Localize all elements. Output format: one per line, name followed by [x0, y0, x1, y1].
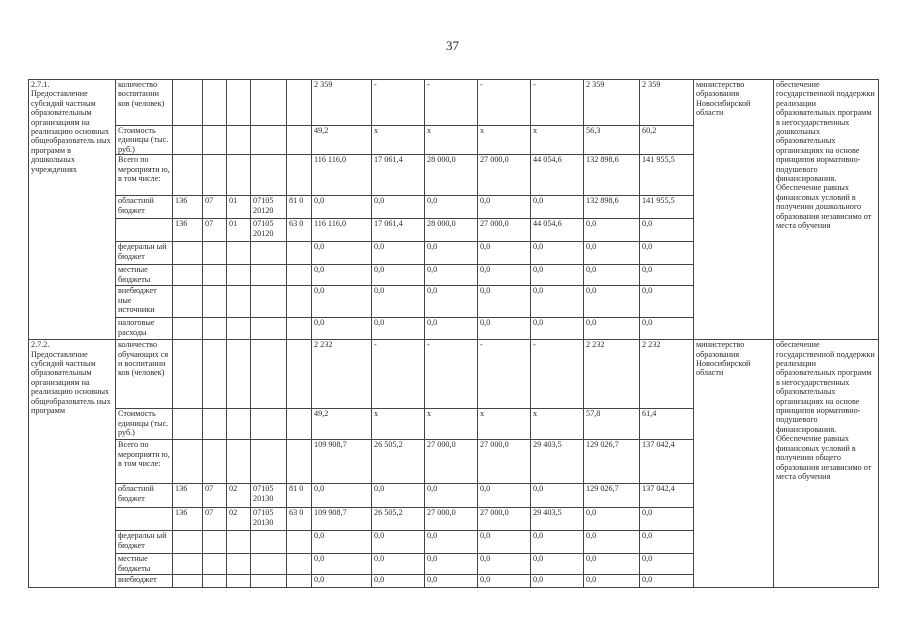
value-col-3: 28 000,0 — [425, 155, 478, 196]
code-expense-type — [287, 265, 312, 286]
expected-result: обеспечение государственной поддержки реализации образовательных программ в негосударственных дошкольных образовательных организациях на основе принципов нормативно-подушевого финансирования. Обеспечение равных финансовых условий в получении дошкольного образования независимо от места обучения — [774, 80, 879, 340]
value-col-5: - — [531, 80, 584, 126]
value-col-1: 0,0 — [312, 318, 372, 340]
value-col-2: 0,0 — [372, 196, 425, 219]
value-col-1: 0,0 — [312, 531, 372, 554]
value-col-3: 0,0 — [425, 242, 478, 265]
value-col-1: 2 359 — [312, 80, 372, 126]
code-subsection — [227, 318, 251, 340]
value-col-6: 56,3 — [584, 126, 640, 155]
value-col-4: 0,0 — [478, 531, 531, 554]
indicator-label: местные бюджеты — [116, 554, 173, 575]
value-col-4: 27 000,0 — [478, 508, 531, 531]
value-col-7: 0,0 — [640, 508, 694, 531]
value-col-7: 0,0 — [640, 219, 694, 242]
value-col-7: 61,4 — [640, 409, 694, 440]
value-col-7: 137 042,4 — [640, 440, 694, 484]
code-section — [203, 554, 227, 575]
value-col-2: 0,0 — [372, 265, 425, 286]
code-grbs: 136 — [173, 508, 203, 531]
value-col-3: 0,0 — [425, 531, 478, 554]
value-col-4: 27 000,0 — [478, 440, 531, 484]
value-col-3: х — [425, 409, 478, 440]
value-col-4: 0,0 — [478, 196, 531, 219]
code-subsection — [227, 409, 251, 440]
value-col-4: х — [478, 126, 531, 155]
value-col-5: х — [531, 409, 584, 440]
code-expense-type: 63 0 — [287, 508, 312, 531]
value-col-2: 0,0 — [372, 531, 425, 554]
table-row — [29, 340, 879, 409]
value-col-4: - — [478, 80, 531, 126]
value-col-6: 129 026,7 — [584, 440, 640, 484]
code-target-article — [251, 80, 287, 126]
code-grbs — [173, 242, 203, 265]
value-col-5: 29 403,5 — [531, 440, 584, 484]
value-col-5: 0,0 — [531, 575, 584, 588]
code-target-article: 07105 20130 — [251, 508, 287, 531]
value-col-2: 0,0 — [372, 286, 425, 318]
value-col-5: 0,0 — [531, 484, 584, 508]
code-section: 07 — [203, 508, 227, 531]
code-section — [203, 318, 227, 340]
value-col-7: 0,0 — [640, 242, 694, 265]
code-section: 07 — [203, 484, 227, 508]
value-col-6: 0,0 — [584, 265, 640, 286]
code-expense-type — [287, 554, 312, 575]
value-col-1: 49,2 — [312, 409, 372, 440]
indicator-label — [116, 219, 173, 242]
indicator-label: количество воспитанни ков (человек) — [116, 80, 173, 126]
code-expense-type — [287, 80, 312, 126]
code-grbs — [173, 155, 203, 196]
value-col-1: 0,0 — [312, 265, 372, 286]
code-subsection — [227, 126, 251, 155]
code-section — [203, 286, 227, 318]
code-subsection: 01 — [227, 219, 251, 242]
value-col-3: 0,0 — [425, 484, 478, 508]
indicator-label: областной бюджет — [116, 484, 173, 508]
code-expense-type — [287, 575, 312, 588]
value-col-2: 0,0 — [372, 484, 425, 508]
value-col-4: 0,0 — [478, 484, 531, 508]
indicator-label: Стоимость единицы (тыс. руб.) — [116, 126, 173, 155]
value-col-6: 0,0 — [584, 508, 640, 531]
code-expense-type — [287, 155, 312, 196]
value-col-4: 27 000,0 — [478, 155, 531, 196]
indicator-label: Всего по мероприяти ю, в том числе: — [116, 440, 173, 484]
code-expense-type — [287, 286, 312, 318]
indicator-label: внебюджет ные источники — [116, 286, 173, 318]
value-col-1: 116 116,0 — [312, 155, 372, 196]
value-col-1: 0,0 — [312, 242, 372, 265]
page-number: 37 — [446, 38, 459, 53]
code-grbs — [173, 440, 203, 484]
value-col-6: 0,0 — [584, 531, 640, 554]
value-col-4: 27 000,0 — [478, 219, 531, 242]
value-col-5: 0,0 — [531, 265, 584, 286]
code-grbs: 136 — [173, 196, 203, 219]
value-col-7: 0,0 — [640, 531, 694, 554]
code-subsection — [227, 575, 251, 588]
code-expense-type — [287, 340, 312, 409]
code-grbs — [173, 286, 203, 318]
value-col-2: - — [372, 80, 425, 126]
value-col-3: - — [425, 80, 478, 126]
value-col-5: х — [531, 126, 584, 155]
expected-result: обеспечение государственной поддержки реализации образовательных программ в негосударственных образовательных организациях на основе принципов нормативно-подушевого финансирования. Обеспечение равных финансовых условий в получении общего образования независимо от места обучения — [774, 340, 879, 588]
code-grbs — [173, 318, 203, 340]
value-col-4: 0,0 — [478, 575, 531, 588]
value-col-5: 44 054,6 — [531, 219, 584, 242]
value-col-3: 0,0 — [425, 286, 478, 318]
code-section — [203, 242, 227, 265]
value-col-4: х — [478, 409, 531, 440]
code-subsection — [227, 340, 251, 409]
code-grbs — [173, 265, 203, 286]
value-col-7: 60,2 — [640, 126, 694, 155]
value-col-7: 0,0 — [640, 318, 694, 340]
value-col-4: 0,0 — [478, 265, 531, 286]
value-col-6: 132 898,6 — [584, 155, 640, 196]
value-col-5: 0,0 — [531, 242, 584, 265]
value-col-3: 0,0 — [425, 575, 478, 588]
value-col-4: - — [478, 340, 531, 409]
code-subsection — [227, 440, 251, 484]
indicator-label: Стоимость единицы (тыс. руб.) — [116, 409, 173, 440]
code-target-article: 07105 20130 — [251, 484, 287, 508]
value-col-3: 0,0 — [425, 318, 478, 340]
code-subsection — [227, 242, 251, 265]
code-subsection — [227, 286, 251, 318]
value-col-2: 0,0 — [372, 242, 425, 265]
value-col-2: 0,0 — [372, 318, 425, 340]
measure-name: 2.7.2. Предоставление субсидий частным образовательным организациям на реализацию основных общеобразователь ных программ — [29, 340, 116, 588]
value-col-7: 2 232 — [640, 340, 694, 409]
code-grbs: 136 — [173, 484, 203, 508]
code-target-article: 07105 20120 — [251, 196, 287, 219]
value-col-6: 129 026,7 — [584, 484, 640, 508]
value-col-3: 0,0 — [425, 265, 478, 286]
code-expense-type: 63 0 — [287, 219, 312, 242]
value-col-6: 0,0 — [584, 219, 640, 242]
value-col-3: - — [425, 340, 478, 409]
code-subsection: 01 — [227, 196, 251, 219]
program-table — [28, 79, 879, 588]
code-grbs — [173, 409, 203, 440]
executor: министерство образования Новосибирской области — [694, 80, 774, 340]
value-col-5: 29 403,5 — [531, 508, 584, 531]
code-target-article — [251, 318, 287, 340]
value-col-2: 0,0 — [372, 575, 425, 588]
value-col-1: 0,0 — [312, 286, 372, 318]
code-section — [203, 155, 227, 196]
code-grbs: 136 — [173, 219, 203, 242]
code-expense-type: 81 0 — [287, 484, 312, 508]
value-col-6: 57,8 — [584, 409, 640, 440]
value-col-7: 0,0 — [640, 554, 694, 575]
value-col-5: 44 054,6 — [531, 155, 584, 196]
indicator-label — [116, 508, 173, 531]
value-col-2: х — [372, 409, 425, 440]
value-col-6: 0,0 — [584, 242, 640, 265]
value-col-7: 141 955,5 — [640, 155, 694, 196]
code-subsection — [227, 531, 251, 554]
indicator-label: местные бюджеты — [116, 265, 173, 286]
code-target-article — [251, 440, 287, 484]
value-col-1: 109 908,7 — [312, 440, 372, 484]
value-col-3: х — [425, 126, 478, 155]
table-row — [29, 80, 879, 126]
code-target-article — [251, 554, 287, 575]
code-subsection — [227, 554, 251, 575]
value-col-3: 28 000,0 — [425, 219, 478, 242]
value-col-7: 137 042,4 — [640, 484, 694, 508]
indicator-label: количество обучающих ся и воспитанни ков (человек) — [116, 340, 173, 409]
code-grbs — [173, 531, 203, 554]
value-col-5: 0,0 — [531, 318, 584, 340]
value-col-1: 0,0 — [312, 575, 372, 588]
code-target-article — [251, 242, 287, 265]
code-expense-type — [287, 531, 312, 554]
value-col-6: 132 898,6 — [584, 196, 640, 219]
code-expense-type — [287, 126, 312, 155]
code-target-article — [251, 340, 287, 409]
value-col-4: 0,0 — [478, 242, 531, 265]
code-subsection: 02 — [227, 484, 251, 508]
indicator-label: налоговые расходы — [116, 318, 173, 340]
executor: министерство образования Новосибирской области — [694, 340, 774, 588]
value-col-2: 17 061,4 — [372, 219, 425, 242]
value-col-2: - — [372, 340, 425, 409]
code-expense-type — [287, 440, 312, 484]
value-col-6: 2 232 — [584, 340, 640, 409]
value-col-3: 27 000,0 — [425, 508, 478, 531]
code-expense-type — [287, 409, 312, 440]
value-col-2: 17 061,4 — [372, 155, 425, 196]
value-col-5: 0,0 — [531, 531, 584, 554]
code-section — [203, 265, 227, 286]
code-section — [203, 80, 227, 126]
value-col-3: 0,0 — [425, 196, 478, 219]
value-col-6: 0,0 — [584, 554, 640, 575]
code-section: 07 — [203, 196, 227, 219]
code-section — [203, 126, 227, 155]
value-col-4: 0,0 — [478, 554, 531, 575]
code-expense-type — [287, 242, 312, 265]
code-section — [203, 575, 227, 588]
value-col-2: х — [372, 126, 425, 155]
code-grbs — [173, 80, 203, 126]
indicator-label: внебюджет — [116, 575, 173, 588]
code-target-article — [251, 265, 287, 286]
value-col-1: 0,0 — [312, 196, 372, 219]
code-section — [203, 409, 227, 440]
value-col-1: 2 232 — [312, 340, 372, 409]
code-subsection — [227, 155, 251, 196]
code-grbs — [173, 575, 203, 588]
value-col-7: 0,0 — [640, 575, 694, 588]
code-target-article — [251, 155, 287, 196]
code-target-article — [251, 575, 287, 588]
value-col-1: 0,0 — [312, 554, 372, 575]
code-subsection: 02 — [227, 508, 251, 531]
code-section — [203, 531, 227, 554]
indicator-label: Всего по мероприяти ю, в том числе: — [116, 155, 173, 196]
value-col-3: 27 000,0 — [425, 440, 478, 484]
code-grbs — [173, 340, 203, 409]
code-target-article — [251, 286, 287, 318]
value-col-2: 26 505,2 — [372, 508, 425, 531]
value-col-7: 0,0 — [640, 265, 694, 286]
indicator-label: областной бюджет — [116, 196, 173, 219]
value-col-1: 0,0 — [312, 484, 372, 508]
value-col-4: 0,0 — [478, 318, 531, 340]
code-target-article — [251, 531, 287, 554]
code-subsection — [227, 80, 251, 126]
value-col-7: 0,0 — [640, 286, 694, 318]
code-target-article: 07105 20120 — [251, 219, 287, 242]
value-col-5: - — [531, 340, 584, 409]
value-col-5: 0,0 — [531, 286, 584, 318]
measure-name: 2.7.1. Предоставление субсидий частным образовательным организациям на реализацию основных общеобразователь ных программ в дошкольных учреждениях — [29, 80, 116, 340]
value-col-1: 49,2 — [312, 126, 372, 155]
value-col-1: 109 908,7 — [312, 508, 372, 531]
code-section: 07 — [203, 219, 227, 242]
code-target-article — [251, 409, 287, 440]
code-section — [203, 340, 227, 409]
code-expense-type — [287, 318, 312, 340]
value-col-2: 26 505,2 — [372, 440, 425, 484]
code-section — [203, 440, 227, 484]
value-col-7: 141 955,5 — [640, 196, 694, 219]
value-col-4: 0,0 — [478, 286, 531, 318]
value-col-5: 0,0 — [531, 554, 584, 575]
indicator-label: федеральн ый бюджет — [116, 531, 173, 554]
value-col-3: 0,0 — [425, 554, 478, 575]
value-col-7: 2 359 — [640, 80, 694, 126]
code-grbs — [173, 554, 203, 575]
value-col-6: 0,0 — [584, 286, 640, 318]
value-col-2: 0,0 — [372, 554, 425, 575]
indicator-label: федеральн ый бюджет — [116, 242, 173, 265]
code-subsection — [227, 265, 251, 286]
code-target-article — [251, 126, 287, 155]
code-grbs — [173, 126, 203, 155]
value-col-6: 0,0 — [584, 575, 640, 588]
value-col-1: 116 116,0 — [312, 219, 372, 242]
code-expense-type: 81 0 — [287, 196, 312, 219]
value-col-5: 0,0 — [531, 196, 584, 219]
value-col-6: 0,0 — [584, 318, 640, 340]
value-col-6: 2 359 — [584, 80, 640, 126]
